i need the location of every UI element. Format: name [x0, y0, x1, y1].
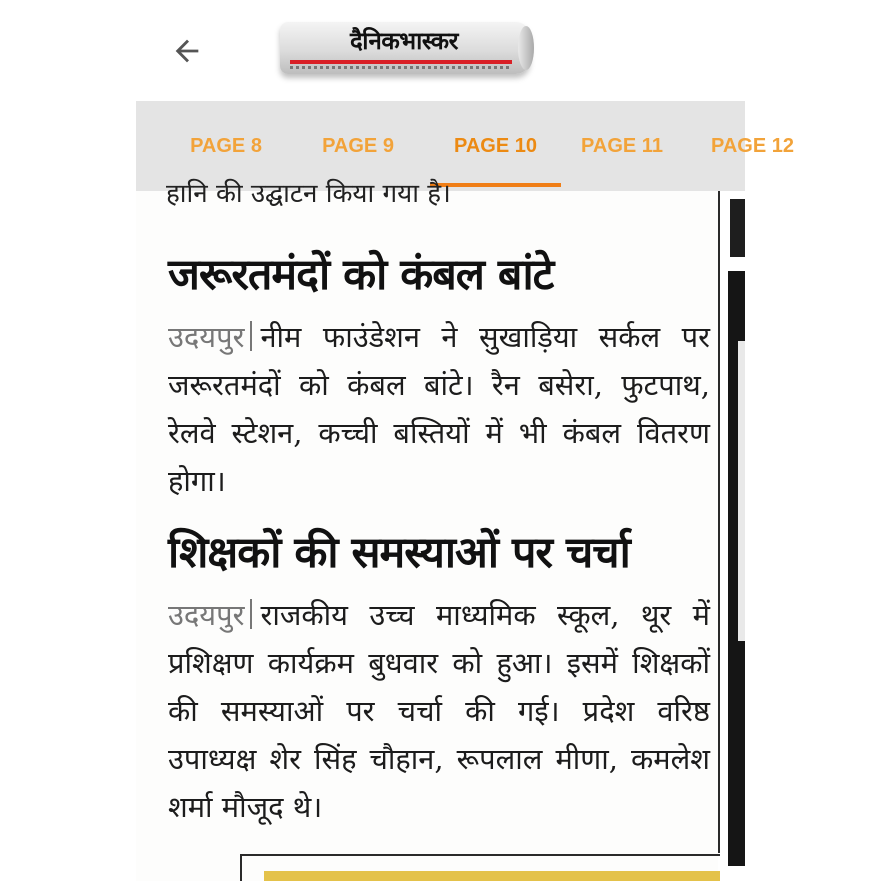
back-button[interactable]: [164, 28, 210, 74]
adjacent-column-strip: [738, 341, 745, 641]
story1-dateline: उदयपुर: [168, 320, 245, 354]
logo-stripe: [290, 60, 512, 64]
adjacent-column-image: [730, 199, 745, 257]
story1-body: [168, 313, 710, 513]
newspaper-page-view[interactable]: [136, 179, 745, 881]
logo-fine-print: [290, 66, 512, 69]
story1-text: नीम फाउंडेशन ने सुखाड़िया सर्कल पर जरूरतमंदों को कंबल बांटे। रैन बसेरा, फुटपाथ, रेलवे स्टेशन, कच्ची बस्तियों में भी कंबल वितरण होगा।: [168, 320, 710, 498]
bottom-ad-strip: [264, 871, 720, 881]
bottom-box-rule: [240, 854, 242, 881]
story2-body: [168, 591, 710, 841]
logo-text: दैनिकभास्कर: [350, 27, 458, 55]
story2-dateline: उदयपुर: [168, 598, 245, 632]
dateline-separator: [250, 321, 252, 351]
story2-text: राजकीय उच्च माध्यमिक स्कूल, थूर में प्रशिक्षण कार्यक्रम बुधवार को हुआ। इसमें शिक्षकों की समस्याओं पर चर्चा की गई। प्रदेश वरिष्ठ उपाध्यक्ष शेर सिंह चौहान, रूपलाल मीणा, कमलेश शर्मा मौजूद थे।: [168, 598, 710, 824]
app-header: [0, 0, 881, 101]
cut-off-text-line: हानि की उद्घाटन किया गया है।: [166, 179, 451, 209]
tab-page-9[interactable]: PAGE 9: [322, 134, 394, 157]
arrow-left-icon: [170, 34, 204, 68]
story2-headline: शिक्षकों की समस्याओं पर चर्चा: [168, 528, 630, 578]
bottom-box-rule: [240, 854, 720, 856]
tab-page-11[interactable]: PAGE 11: [581, 134, 663, 157]
tab-page-8[interactable]: PAGE 8: [190, 134, 262, 157]
tab-page-10[interactable]: PAGE 10: [454, 134, 537, 157]
tab-page-12[interactable]: PAGE 12: [711, 134, 794, 157]
column-rule: [718, 191, 720, 853]
page-tabbar: [136, 101, 794, 191]
newspaper-logo: [280, 20, 530, 76]
story1-headline: जरूरतमंदों को कंबल बांटे: [168, 250, 554, 300]
dateline-separator: [250, 599, 252, 629]
